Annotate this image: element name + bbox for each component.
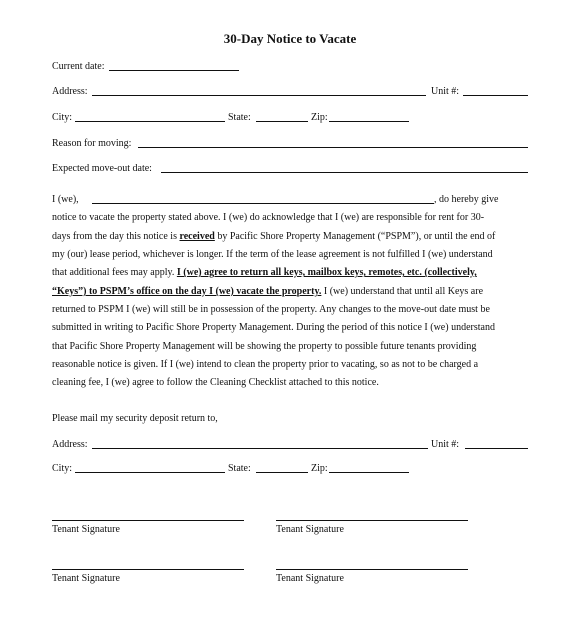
move-out-line[interactable] xyxy=(161,172,528,173)
body-line-1-end: , do hereby give xyxy=(434,194,499,205)
body-line-11: cleaning fee, I (we) agree to follow the Cleaning Checklist attached to this notice. xyxy=(52,377,379,388)
deposit-city-line[interactable] xyxy=(75,472,225,473)
current-date-line[interactable] xyxy=(109,70,239,71)
body-line-9: that Pacific Shore Property Management will be showing the property to possible future tenants providing xyxy=(52,341,477,352)
body-line-1: I (we), xyxy=(52,194,79,205)
body-line-8: submitted in writing to Pacific Shore Property Management. During the period of this notice I (we) understand xyxy=(52,322,495,333)
body-line-5: that additional fees may apply. I (we) agree to return all keys, mailbox keys, remotes, etc. (collectively, xyxy=(52,267,477,278)
signature-line-4[interactable] xyxy=(276,569,468,570)
signature-line-2[interactable] xyxy=(276,520,468,521)
zip-label: Zip: xyxy=(311,112,328,123)
zip-line[interactable] xyxy=(329,121,409,122)
deposit-zip-line[interactable] xyxy=(329,472,409,473)
body-line-10: reasonable notice is given. If I (we) intend to clean the property prior to vacating, so as not to be charged a xyxy=(52,359,479,370)
deposit-address-label: Address: xyxy=(52,439,88,450)
deposit-unit-label: Unit #: xyxy=(431,439,460,450)
city-label: City: xyxy=(52,112,73,123)
body-line-7: returned to PSPM I (we) will still be in possession of the property. Any changes to the move-out date must be xyxy=(52,304,490,315)
state-label: State: xyxy=(228,112,251,123)
signature-line-1[interactable] xyxy=(52,520,244,521)
signature-line-3[interactable] xyxy=(52,569,244,570)
unit-label: Unit #: xyxy=(431,86,460,97)
reason-line[interactable] xyxy=(138,147,528,148)
body-line-3: days from the day this notice is received by Pacific Shore Property Management (“PSPM”), or until the end of xyxy=(52,231,496,242)
body-line-6: “Keys”) to PSPM’s office on the day I (we) vacate the property. I (we) understand that until all Keys are xyxy=(52,286,484,297)
city-line[interactable] xyxy=(75,121,225,122)
current-date-label: Current date: xyxy=(52,61,105,72)
unit-line[interactable] xyxy=(463,95,528,96)
address-label: Address: xyxy=(52,86,88,97)
address-line[interactable] xyxy=(92,95,426,96)
deposit-zip-label: Zip: xyxy=(311,463,328,474)
signature-label-1: Tenant Signature xyxy=(52,524,120,535)
deposit-address-line[interactable] xyxy=(92,448,428,449)
move-out-label: Expected move-out date: xyxy=(52,163,152,174)
state-line[interactable] xyxy=(256,121,308,122)
signature-label-4: Tenant Signature xyxy=(276,573,344,584)
document-title: 30-Day Notice to Vacate xyxy=(223,31,357,46)
deposit-city-label: City: xyxy=(52,463,73,474)
deposit-unit-line[interactable] xyxy=(465,448,528,449)
body-line-4: my (our) lease period, whichever is longer. If the term of the lease agreement is not fulfilled I (we) understand xyxy=(52,249,493,260)
deposit-state-label: State: xyxy=(228,463,251,474)
body-line-2: notice to vacate the property stated above. I (we) do acknowledge that I (we) are responsible for rent for 30- xyxy=(52,212,485,223)
signature-label-3: Tenant Signature xyxy=(52,573,120,584)
deposit-state-line[interactable] xyxy=(256,472,308,473)
deposit-heading: Please mail my security deposit return to, xyxy=(52,413,218,424)
reason-label: Reason for moving: xyxy=(52,138,132,149)
tenant-names-line[interactable] xyxy=(92,203,434,204)
signature-label-2: Tenant Signature xyxy=(276,524,344,535)
